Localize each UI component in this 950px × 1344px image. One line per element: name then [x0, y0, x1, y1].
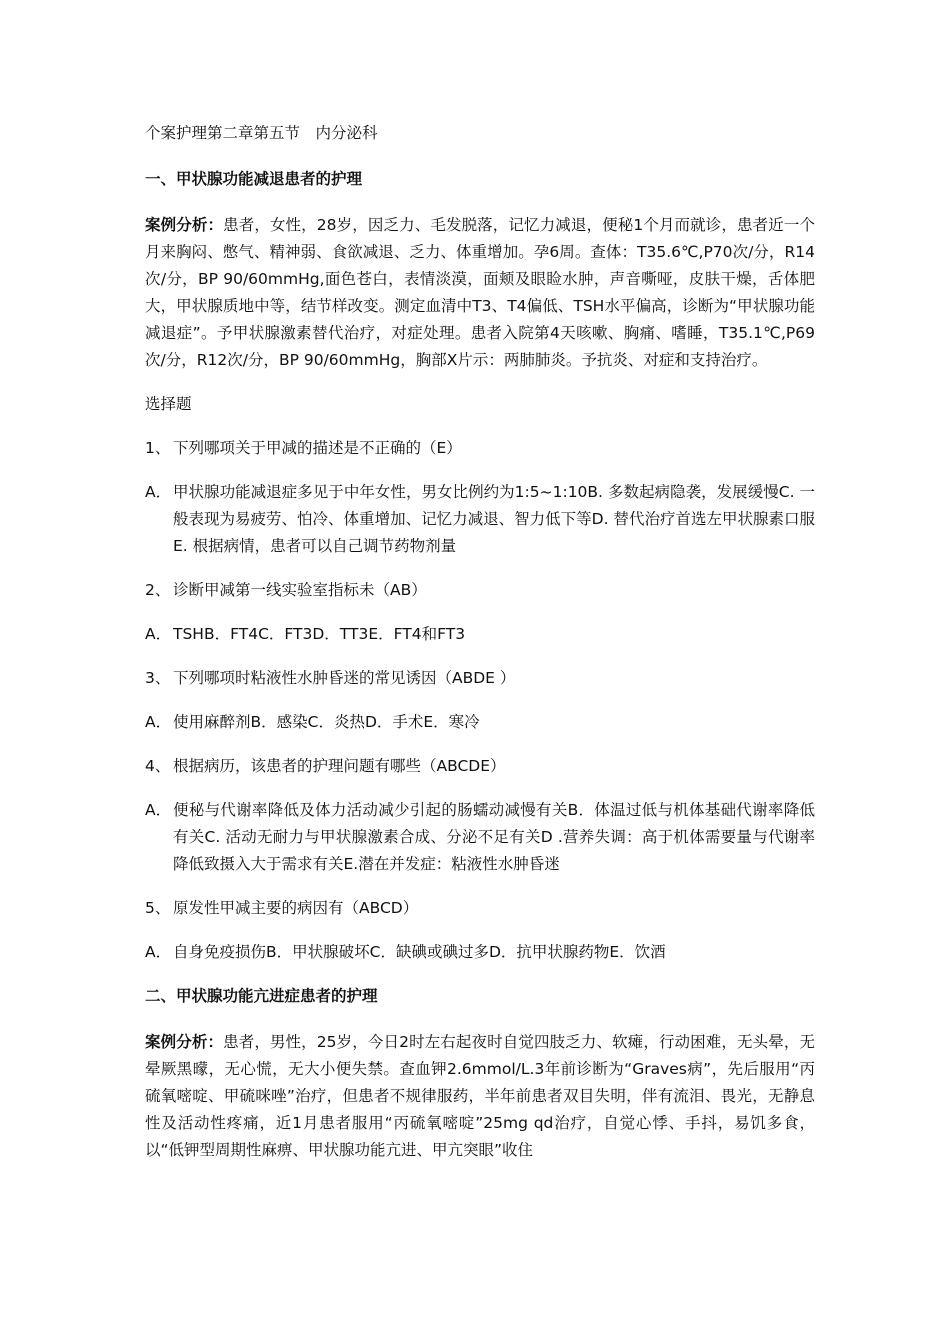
case-analysis-text: 患者，女性，28岁，因乏力、毛发脱落，记忆力减退，便秘1个月而就诊，患者近一个月来胸闷、憋气、精神弱、食欲减退、乏力、体重增加。孕6周。查体：T35.6℃,P70次/分，R14次/分，BP 90/60mmHg,面色苍白，表情淡漠，面颊及眼睑水肿，声音嘶哑，皮肤干燥，舌体肥大，甲状腺质地中等，结节样改变。测定血清中T3、T4偏低、TSH水平偏高，诊断为“甲状腺功能减退症”。予甲状腺激素替代治疗，对症处理。患者入院第4天咳嗽、胸痛、嗜睡，T35.1℃,P69次/分，R12次/分，BP 90/60mmHg，胸部X片示：两肺肺炎。予抗炎、对症和支持治疗。	[145, 216, 815, 369]
question-text: 下列哪项关于甲减的描述是不正确的（E）	[173, 439, 462, 457]
option-text: 甲状腺功能减退症多见于中年女性，男女比例约为1:5~1:10B. 多数起病隐袭，发展缓慢C. 一般表现为易疲劳、怕冷、体重增加、记忆力减退、智力低下等D. 替代治疗首选左甲状腺素口服E. 根据病情，患者可以自己调节药物剂量	[173, 483, 815, 555]
question-options	[145, 621, 815, 648]
case-analysis-text: 患者，男性，25岁，今日2时左右起夜时自觉四肢乏力、软瘫，行动困难，无头晕，无晕厥黑曚，无心慌，无大小便失禁。查血钾2.6mmol/L.3年前诊断为“Graves病”，先后服用“丙硫氧嘧啶、甲硫咪唑”治疗，但患者不规律服药，半年前患者双目失明，伴有流泪、畏光，无静息性及活动性疼痛，近1月患者服用“丙硫氧嘧啶”25mg qd治疗，自觉心悸、手抖，易饥多食，以“低钾型周期性麻痹、甲状腺功能亢进、甲亢突眼”收住	[145, 1033, 815, 1159]
question-item	[145, 577, 815, 604]
case-analysis-label: 案例分析：	[145, 1033, 224, 1051]
question-number: 1、	[145, 439, 171, 457]
option-label: A．	[145, 943, 172, 961]
option-text: 使用麻醉剂B．感染C．炎热D．手术E．寒冷	[173, 713, 480, 731]
question-text: 原发性甲减主要的病因有（ABCD）	[173, 899, 419, 917]
option-label: A．	[145, 483, 172, 501]
section-heading-hyperthyroidism: 二、甲状腺功能亢进症患者的护理	[145, 987, 378, 1005]
question-item	[145, 753, 815, 780]
option-label: A．	[145, 801, 172, 819]
question-options	[145, 797, 815, 878]
question-text: 根据病历，该患者的护理问题有哪些（ABCDE）	[173, 757, 506, 775]
option-label: A．	[145, 625, 172, 643]
case-analysis-paragraph	[145, 212, 815, 374]
option-text: 自身免疫损伤B．甲状腺破坏C．缺碘或碘过多D．抗甲状腺药物E．饮酒	[173, 943, 666, 961]
question-number: 3、	[145, 669, 171, 687]
question-text: 下列哪项时粘液性水肿昏迷的常见诱因（ABDE ）	[173, 669, 516, 687]
case-analysis-paragraph-2	[145, 1029, 815, 1164]
option-label: A．	[145, 713, 172, 731]
question-item	[145, 895, 815, 922]
section-heading-hypothyroidism: 一、甲状腺功能减退患者的护理	[145, 170, 363, 188]
question-options	[145, 939, 815, 966]
question-number: 4、	[145, 757, 171, 775]
question-item	[145, 665, 815, 692]
question-number: 5、	[145, 899, 171, 917]
case-analysis-label: 案例分析：	[145, 216, 224, 234]
question-options	[145, 479, 815, 560]
question-options	[145, 709, 815, 736]
choice-heading: 选择题	[145, 395, 192, 413]
document-title: 个案护理第二章第五节 内分泌科	[145, 124, 378, 142]
option-text: TSHB．FT4C．FT3D．TT3E．FT4和FT3	[173, 625, 466, 643]
question-number: 2、	[145, 581, 171, 599]
option-text: 便秘与代谢率降低及体力活动减少引起的肠蠕动减慢有关B．体温过低与机体基础代谢率降低有关C. 活动无耐力与甲状腺激素合成、分泌不足有关D .营养失调：高于机体需要量与代谢率降低致摄入大于需求有关E.潜在并发症：粘液性水肿昏迷	[173, 801, 815, 873]
document-page	[145, 120, 815, 1181]
question-item	[145, 435, 815, 462]
question-text: 诊断甲减第一线实验室指标未（AB）	[173, 581, 427, 599]
